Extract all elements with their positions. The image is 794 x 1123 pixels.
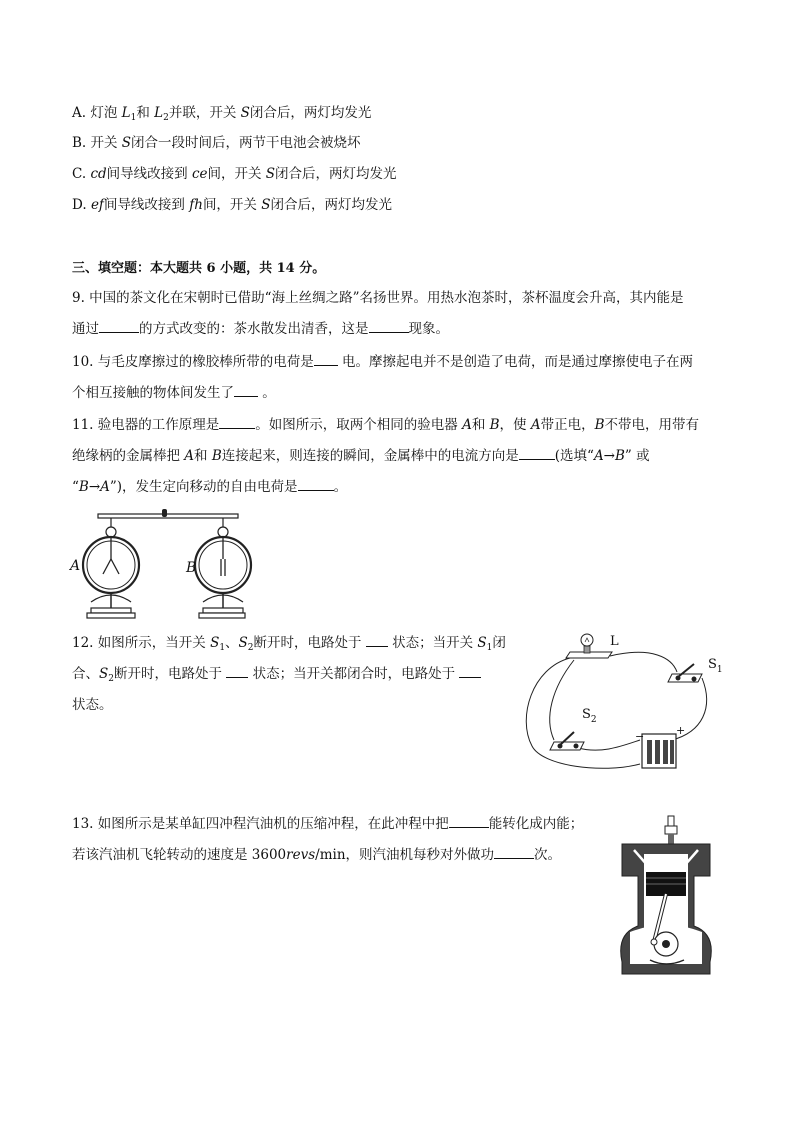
metal-rod <box>98 514 238 518</box>
q9-line1: 9. 中国的茶文化在宋朝时已借助“海上丝绸之路”名扬世界。用热水泡茶时，茶杯温度会升高，其内能是 <box>72 290 684 306</box>
option-c <box>72 165 397 183</box>
text: 闭合后，两灯均发光 <box>249 105 372 121</box>
answer-blank[interactable] <box>314 353 338 366</box>
var-ef: ef <box>90 197 104 213</box>
text: 、 <box>225 635 239 651</box>
text: 的方式改变的：茶水散发出清香，这是 <box>139 321 369 337</box>
text: 闭合一段时间后，两节干电池会被烧坏 <box>131 135 361 151</box>
label-s1: $S_1$ <box>708 657 723 675</box>
text: 个相互接触的物体间发生了 <box>72 385 234 401</box>
spark-plug-icon <box>665 816 677 844</box>
subscript: 1 <box>486 643 493 653</box>
text: 若该汽油机飞轮转动的速度是 3600 <box>72 847 287 863</box>
engine-cylinder-figure <box>610 814 722 976</box>
text: 带正电， <box>540 417 595 433</box>
var-a: A <box>184 448 195 464</box>
text: 13. 如图所示是某单缸四冲程汽油机的压缩冲程，在此冲程中把 <box>72 816 449 832</box>
direction-b-to-a: B→A <box>78 479 110 495</box>
unit-revs: revs <box>286 847 316 863</box>
text: (选填“ <box>554 448 594 464</box>
answer-blank[interactable] <box>369 320 409 333</box>
answer-blank[interactable] <box>226 665 248 678</box>
subscript: 1 <box>130 113 137 123</box>
answer-blank[interactable] <box>219 416 255 429</box>
text: 12. 如图所示，当开关 <box>72 635 211 651</box>
label-s2: $S_2$ <box>582 707 597 725</box>
var-s: S <box>121 135 132 151</box>
var-b: B <box>594 417 605 433</box>
var-a: A <box>530 417 541 433</box>
var-b: B <box>489 417 500 433</box>
var-s: S <box>261 197 271 213</box>
label-l: L <box>610 634 619 649</box>
var-l2: L <box>154 105 164 121</box>
option-a-prefix: A. 灯泡 <box>72 105 122 121</box>
insulated-handle <box>162 509 167 517</box>
text: 和 <box>194 448 212 464</box>
text: 并联，开关 <box>168 105 241 121</box>
text: 间，开关 <box>202 197 262 213</box>
var-s: S <box>240 105 250 121</box>
wire <box>550 660 574 740</box>
q12-line1 <box>72 634 506 657</box>
text: 合、 <box>72 666 99 682</box>
option-c-prefix: C. <box>72 166 91 182</box>
text: 。如图所示，取两个相同的验电器 <box>255 417 463 433</box>
switch-s2 <box>550 732 584 750</box>
answer-blank[interactable] <box>366 634 388 647</box>
battery <box>642 734 676 768</box>
direction-a-to-b: A→B <box>593 448 625 464</box>
text: 和 <box>471 417 490 433</box>
q12-line3: 状态。 <box>72 697 113 713</box>
text: 次。 <box>534 847 562 863</box>
answer-blank[interactable] <box>298 478 334 491</box>
q10-line2 <box>72 384 276 402</box>
text: ，使 <box>499 417 531 433</box>
text: 通过 <box>72 321 99 337</box>
text: 11. 验电器的工作原理是 <box>72 417 220 433</box>
text: 间导线改接到 <box>103 197 190 213</box>
text: 闭 <box>492 635 506 651</box>
option-b <box>72 134 361 152</box>
text: 能转化成内能； <box>488 816 584 832</box>
var-l1: L <box>121 105 131 121</box>
label-plus: + <box>676 724 686 737</box>
option-a <box>72 104 371 127</box>
var-s2: S <box>99 666 109 682</box>
q11-line2 <box>72 447 650 465</box>
text: 闭合后，两灯均发光 <box>275 166 397 182</box>
text: 状态；当开关都闭合时，电路处于 <box>248 666 456 682</box>
text: 断开时，电路处于 <box>253 635 362 651</box>
var-a: A <box>462 417 472 433</box>
var-s2: S <box>238 635 248 651</box>
label-minus: − <box>635 730 645 743</box>
answer-blank[interactable] <box>494 846 534 859</box>
var-ce: ce <box>191 166 208 182</box>
text: /min，则汽油机每秒对外做功 <box>315 847 495 863</box>
text: 10. 与毛皮摩擦过的橡胶棒所带的电荷是 <box>72 354 314 370</box>
wire <box>610 652 677 672</box>
q12-line2 <box>72 665 481 688</box>
var-s1: S <box>210 635 220 651</box>
var-fh: fh <box>189 197 203 213</box>
option-d <box>72 196 392 214</box>
q13-line1 <box>72 815 583 833</box>
text: 和 <box>136 105 155 121</box>
answer-blank[interactable] <box>99 320 139 333</box>
electroscope-b <box>195 518 251 618</box>
var-b: B <box>211 448 222 464</box>
q9-line2 <box>72 320 449 338</box>
text: 不带电，用带有 <box>604 417 699 433</box>
subscript: 2 <box>247 643 254 653</box>
wire <box>578 740 640 750</box>
text: 绝缘柄的金属棒把 <box>72 448 185 464</box>
subscript: 2 <box>163 113 169 123</box>
text: “ <box>72 479 79 495</box>
text: 。 <box>258 385 276 401</box>
subscript: 1 <box>219 643 226 653</box>
label-a: A <box>70 558 81 574</box>
circuit-figure <box>512 628 722 774</box>
var-s: S <box>265 166 276 182</box>
switch-s1 <box>668 664 702 682</box>
text: ”)，发生定向移动的自由电荷是 <box>109 479 298 495</box>
text: 连接起来，则连接的瞬间，金属棒中的电流方向是 <box>221 448 519 464</box>
text: 电。摩擦起电并不是创造了电荷，而是通过摩擦使电子在两 <box>337 354 694 370</box>
combustion-chamber <box>644 854 688 872</box>
option-d-prefix: D. <box>72 197 91 213</box>
q11-line3 <box>72 478 347 496</box>
option-b-prefix: B. 开关 <box>72 135 122 151</box>
text: 间导线改接到 <box>106 166 192 182</box>
var-s1: S <box>477 635 487 651</box>
answer-blank[interactable] <box>449 815 489 828</box>
section-heading: 三、填空题：本大题共 6 小题，共 14 分。 <box>72 261 326 276</box>
electroscope-a <box>83 518 139 618</box>
text: 闭合后，两灯均发光 <box>270 197 392 213</box>
answer-blank[interactable] <box>234 384 258 397</box>
text: 。 <box>333 479 348 495</box>
electroscope-figure <box>66 504 246 622</box>
answer-blank[interactable] <box>459 665 481 678</box>
text: 状态；当开关 <box>387 635 478 651</box>
text: 断开时，电路处于 <box>113 666 222 682</box>
text: 现象。 <box>408 321 449 337</box>
label-b: B <box>186 560 197 576</box>
q10-line1 <box>72 353 693 371</box>
var-cd: cd <box>90 166 107 182</box>
text: 间，开关 <box>207 166 266 182</box>
q13-line2 <box>72 846 561 864</box>
text: ” 或 <box>624 448 650 464</box>
q11-line1 <box>72 416 699 434</box>
subscript: 2 <box>108 674 114 684</box>
lamp-l <box>566 634 612 658</box>
answer-blank[interactable] <box>519 447 555 460</box>
